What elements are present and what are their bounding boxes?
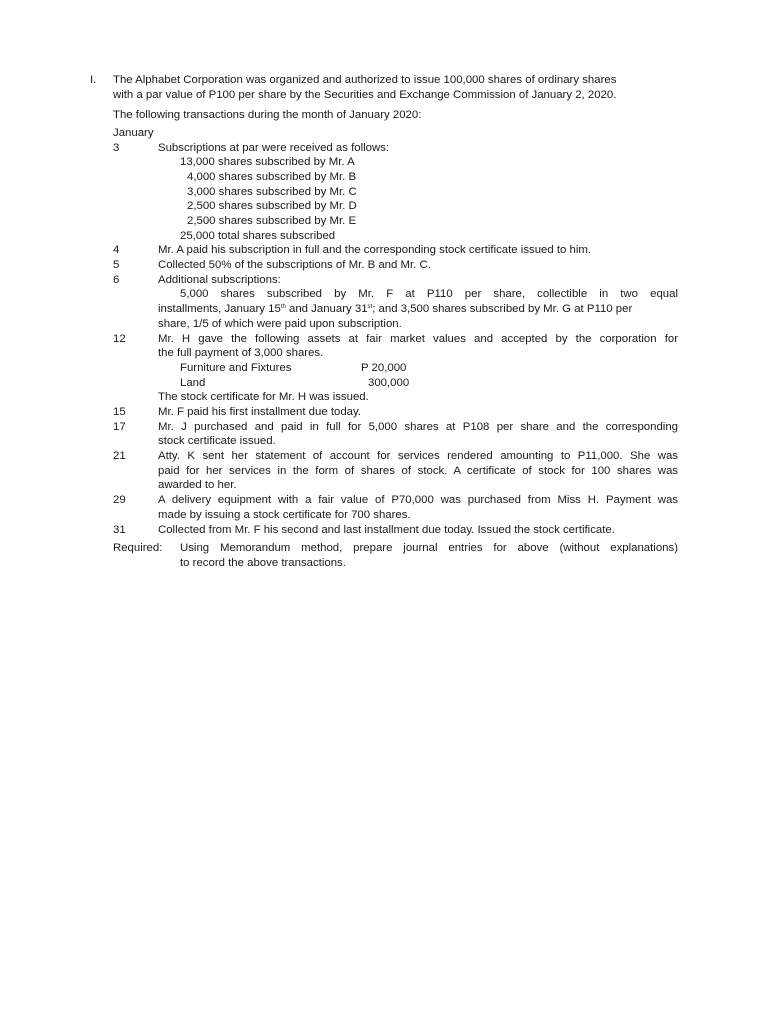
day-21: 21 — [113, 450, 126, 462]
asset-amount: 300,000 — [368, 377, 410, 389]
day-12: 12 — [113, 333, 126, 345]
jan21-line-1: Atty. K sent her statement of account for services rendered amounting to P11,000. She was — [158, 450, 678, 462]
required-line-1: Using Memorandum method, prepare journal entries for above (without explanations) — [180, 542, 678, 554]
day-17: 17 — [113, 421, 126, 433]
month-label: January — [113, 127, 154, 139]
transactions-intro: The following transactions during the month of January 2020: — [113, 109, 422, 121]
jan12-line-1: Mr. H gave the following assets at fair market values and accepted by the corporation for — [158, 333, 678, 345]
jan29-line-2: made by issuing a stock certificate for 700 shares. — [158, 509, 411, 521]
day-6: 6 — [113, 274, 120, 286]
mr-g-subscription: ; and 3,500 shares subscribed by Mr. G at P110 per — [372, 303, 633, 315]
day-3: 3 — [113, 142, 120, 154]
asset-amount: P 20,000 — [361, 362, 407, 374]
subscription-item: 4,000 shares subscribed by Mr. B — [187, 171, 357, 183]
jan31-text: Collected from Mr. F his second and last installment due today. Issued the stock certificate. — [158, 524, 615, 536]
jan17-line-2: stock certificate issued. — [158, 435, 276, 447]
subscription-item: 3,000 shares subscribed by Mr. C — [187, 186, 357, 198]
jan12-after: The stock certificate for Mr. H was issued. — [158, 391, 369, 403]
jan21-line-2: paid for her services in the form of shares of stock. A certificate of stock for 100 shares was — [158, 465, 678, 477]
jan6-line-2-part — [158, 302, 632, 317]
installment-date-1: installments, January 15 — [158, 303, 281, 315]
day-29: 29 — [113, 494, 126, 506]
asset-name: Land — [180, 377, 206, 389]
jan29-line-1: A delivery equipment with a fair value of P70,000 was purchased from Miss H. Payment was — [158, 494, 678, 506]
jan6-line-1: 5,000 shares subscribed by Mr. F at P110 per share, collectible in two equal — [180, 288, 678, 300]
subscription-item: 13,000 shares subscribed by Mr. A — [180, 156, 355, 168]
installment-date-2: and January 31 — [285, 303, 368, 315]
jan12-line-2: the full payment of 3,000 shares. — [158, 347, 324, 359]
subscription-item: 2,500 shares subscribed by Mr. D — [187, 200, 357, 212]
ordinal-suffix: st — [367, 304, 373, 310]
day-15: 15 — [113, 406, 126, 418]
asset-name: Furniture and Fixtures — [180, 362, 292, 374]
jan3-text: Subscriptions at par were received as follows: — [158, 142, 390, 154]
jan15-text: Mr. F paid his first installment due today. — [158, 406, 362, 418]
day-5: 5 — [113, 259, 120, 271]
jan21-line-3: awarded to her. — [158, 479, 237, 491]
jan4-text: Mr. A paid his subscription in full and the corresponding stock certificate issued to him. — [158, 244, 592, 256]
day-4: 4 — [113, 244, 120, 256]
jan6-line-3: share, 1/5 of which were paid upon subscription. — [158, 318, 402, 330]
jan17-line-1: Mr. J purchased and paid in full for 5,000 shares at P108 per share and the corresponding — [158, 421, 678, 433]
jan5-text: Collected 50% of the subscriptions of Mr. B and Mr. C. — [158, 259, 431, 271]
ordinal-suffix: th — [280, 304, 286, 310]
jan6-line-2 — [158, 302, 678, 317]
subscription-total: 25,000 total shares subscribed — [180, 230, 336, 242]
section-number: I. — [90, 74, 97, 86]
required-line-2: to record the above transactions. — [180, 557, 346, 569]
intro-line-1: The Alphabet Corporation was organized and authorized to issue 100,000 shares of ordinary shares — [113, 74, 617, 86]
required-label: Required: — [113, 542, 163, 554]
intro-line-2: with a par value of P100 per share by the Securities and Exchange Commission of January 2, 2020. — [113, 89, 617, 101]
subscription-item: 2,500 shares subscribed by Mr. E — [187, 215, 357, 227]
jan6-text: Additional subscriptions: — [158, 274, 281, 286]
day-31: 31 — [113, 524, 126, 536]
